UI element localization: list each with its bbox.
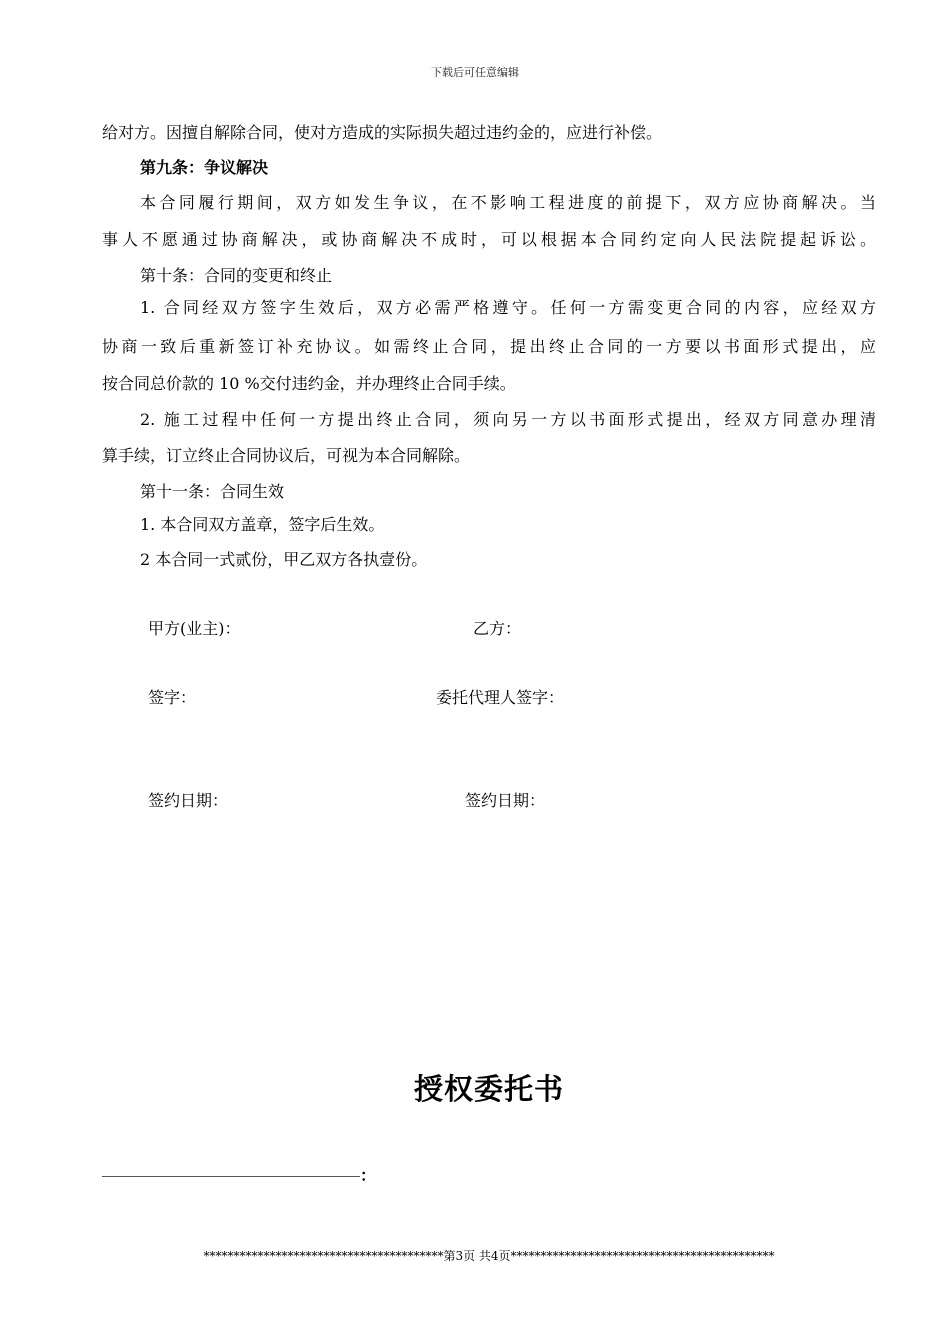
article-10-item-1-line-2: 协商一致后重新签订补充协议。如需终止合同，提出终止合同的一方要以书面形式提出，应 [102, 337, 876, 356]
page-footer: ****************************************第3页 共4页******************************************** [203, 1249, 775, 1263]
article-11-item-1: 1. 本合同双方盖章，签字后生效。 [140, 515, 385, 534]
party-a-sign-date-label: 签约日期： [148, 791, 229, 810]
paragraph-line: 给对方。因擅自解除合同，使对方造成的实际损失超过违约金的，应进行补偿。 [102, 123, 663, 142]
article-10-item-2-line-2: 算手续，订立终止合同协议后，可视为本合同解除。 [102, 446, 471, 465]
party-b-agent-signature-label: 委托代理人签字： [436, 688, 565, 707]
article-10-item-2-line-1: 2. 施工过程中任何一方提出终止合同，须向另一方以书面形式提出，经双方同意办理清 [140, 410, 876, 429]
page-header-note: 下载后可任意编辑 [431, 66, 519, 79]
article-9-heading: 第九条：争议解决 [140, 158, 269, 177]
authorization-title: 授权委托书 [413, 1072, 564, 1106]
article-11-heading: 第十一条：合同生效 [140, 482, 285, 501]
party-a-signature-label: 签字： [148, 688, 197, 707]
party-b-label: 乙方： [473, 619, 522, 638]
article-10-item-1-line-3: 按合同总价款的 10 %交付违约金，并办理终止合同手续。 [102, 374, 516, 393]
party-b-sign-date-label: 签约日期： [465, 791, 546, 810]
article-10-item-1-line-1: 1. 合同经双方签字生效后，双方必需严格遵守。任何一方需变更合同的内容，应经双方 [140, 298, 876, 317]
addressee-blank-line [102, 1176, 360, 1177]
article-9-paragraph-line-1: 本合同履行期间，双方如发生争议，在不影响工程进度的前提下，双方应协商解决。当 [140, 193, 876, 212]
addressee-colon: ： [360, 1166, 377, 1185]
article-10-heading: 第十条：合同的变更和终止 [140, 266, 333, 285]
party-a-label: 甲方(业主)： [148, 619, 241, 638]
article-9-paragraph-line-2: 事人不愿通过协商解决，或协商解决不成时，可以根据本合同约定向人民法院提起诉讼。 [102, 230, 876, 249]
article-11-item-2: 2 本合同一式贰份，甲乙双方各执壹份。 [140, 550, 428, 569]
